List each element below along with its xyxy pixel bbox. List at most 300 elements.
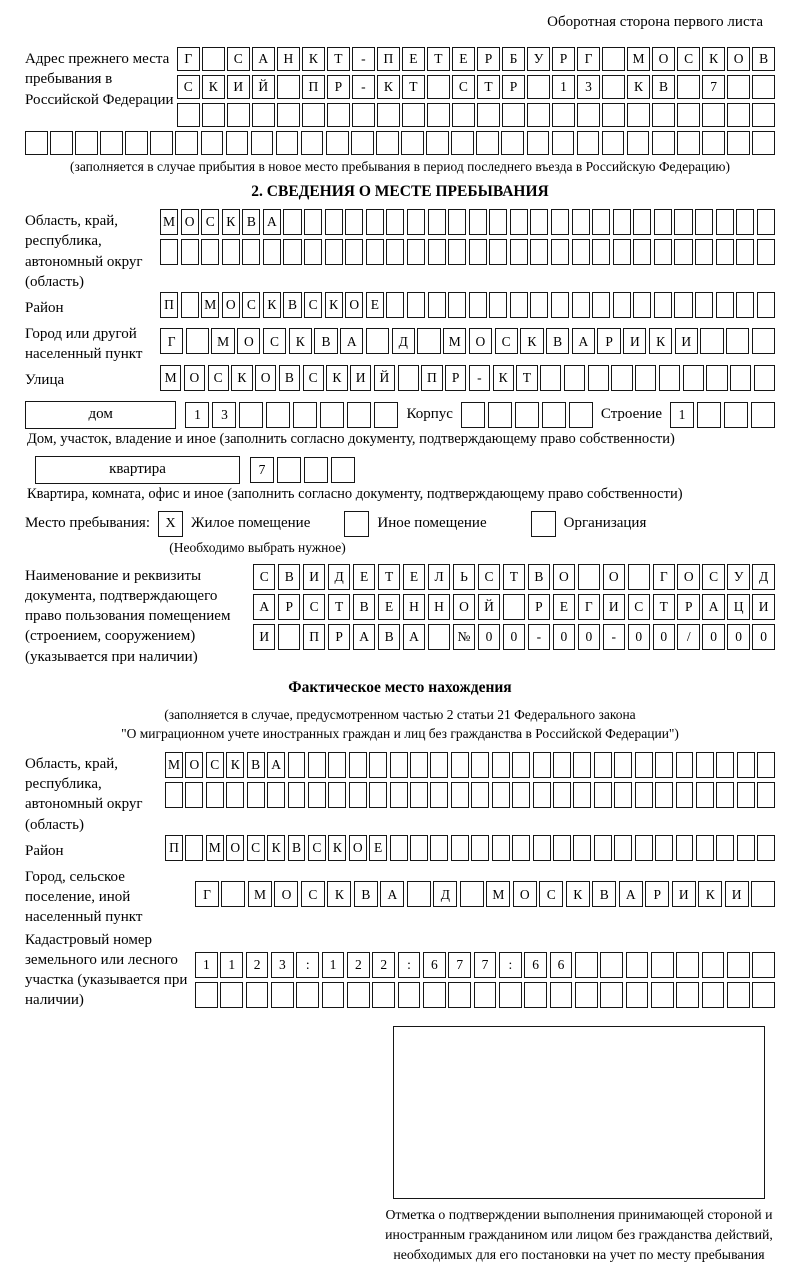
char-cell[interactable]: [366, 239, 384, 265]
char-cell[interactable]: [551, 239, 569, 265]
char-cell[interactable]: [160, 239, 178, 265]
char-cell[interactable]: 0: [478, 624, 500, 650]
char-cell[interactable]: [751, 402, 775, 428]
char-cell[interactable]: [185, 782, 203, 808]
char-cell[interactable]: С: [206, 752, 224, 778]
house-type-box[interactable]: дом: [25, 401, 176, 429]
char-cell[interactable]: [165, 782, 183, 808]
char-cell[interactable]: Д: [752, 564, 774, 590]
char-cell[interactable]: [451, 835, 469, 861]
char-cell[interactable]: С: [208, 365, 229, 391]
char-cell[interactable]: [737, 752, 755, 778]
char-cell[interactable]: [572, 209, 590, 235]
char-cell[interactable]: О: [349, 835, 367, 861]
char-cell[interactable]: [398, 365, 419, 391]
char-cell[interactable]: [602, 75, 625, 99]
char-cell[interactable]: А: [619, 881, 643, 907]
char-cell[interactable]: [674, 292, 692, 318]
char-cell[interactable]: [374, 402, 398, 428]
char-cell[interactable]: [550, 982, 573, 1008]
char-cell[interactable]: 1: [185, 402, 209, 428]
char-cell[interactable]: [752, 952, 775, 978]
char-cell[interactable]: [552, 103, 575, 127]
char-cell[interactable]: Т: [327, 47, 350, 71]
char-cell[interactable]: Р: [327, 75, 350, 99]
char-cell[interactable]: [410, 752, 428, 778]
char-cell[interactable]: [512, 782, 530, 808]
char-cell[interactable]: [402, 103, 425, 127]
char-cell[interactable]: [347, 982, 370, 1008]
char-cell[interactable]: [533, 752, 551, 778]
char-cell[interactable]: [628, 564, 650, 590]
char-cell[interactable]: [25, 131, 48, 155]
char-cell[interactable]: 0: [702, 624, 724, 650]
char-cell[interactable]: [757, 209, 775, 235]
char-cell[interactable]: К: [327, 881, 351, 907]
char-cell[interactable]: В: [288, 835, 306, 861]
char-cell[interactable]: М: [443, 328, 466, 354]
char-cell[interactable]: [175, 131, 198, 155]
char-cell[interactable]: [277, 75, 300, 99]
char-cell[interactable]: [695, 292, 713, 318]
stay-type-checkbox-inoe[interactable]: [344, 511, 369, 537]
char-cell[interactable]: [489, 292, 507, 318]
char-cell[interactable]: К: [226, 752, 244, 778]
char-cell[interactable]: А: [263, 209, 281, 235]
char-cell[interactable]: [352, 103, 375, 127]
char-cell[interactable]: [633, 239, 651, 265]
char-cell[interactable]: С: [247, 835, 265, 861]
char-cell[interactable]: О: [553, 564, 575, 590]
char-cell[interactable]: /: [677, 624, 699, 650]
char-cell[interactable]: -: [603, 624, 625, 650]
char-cell[interactable]: [611, 365, 632, 391]
char-cell[interactable]: [277, 103, 300, 127]
char-cell[interactable]: [676, 752, 694, 778]
char-cell[interactable]: Т: [402, 75, 425, 99]
char-cell[interactable]: Е: [452, 47, 475, 71]
char-cell[interactable]: [697, 402, 721, 428]
char-cell[interactable]: [564, 365, 585, 391]
char-cell[interactable]: [527, 75, 550, 99]
char-cell[interactable]: О: [652, 47, 675, 71]
char-cell[interactable]: [302, 103, 325, 127]
char-cell[interactable]: [430, 835, 448, 861]
char-cell[interactable]: [651, 952, 674, 978]
char-cell[interactable]: [626, 952, 649, 978]
char-cell[interactable]: 1: [322, 952, 345, 978]
char-cell[interactable]: [655, 782, 673, 808]
char-cell[interactable]: [716, 835, 734, 861]
char-cell[interactable]: [351, 131, 374, 155]
char-cell[interactable]: [575, 982, 598, 1008]
char-cell[interactable]: [271, 982, 294, 1008]
char-cell[interactable]: [283, 209, 301, 235]
char-cell[interactable]: [100, 131, 123, 155]
char-cell[interactable]: Ц: [727, 594, 749, 620]
char-cell[interactable]: С: [702, 564, 724, 590]
char-cell[interactable]: [635, 835, 653, 861]
char-cell[interactable]: [577, 131, 600, 155]
char-cell[interactable]: Н: [403, 594, 425, 620]
char-cell[interactable]: [430, 752, 448, 778]
char-cell[interactable]: П: [303, 624, 325, 650]
char-cell[interactable]: Р: [645, 881, 669, 907]
char-cell[interactable]: [674, 209, 692, 235]
char-cell[interactable]: К: [267, 835, 285, 861]
char-cell[interactable]: [695, 239, 713, 265]
char-cell[interactable]: А: [403, 624, 425, 650]
char-cell[interactable]: Р: [445, 365, 466, 391]
char-cell[interactable]: [428, 292, 446, 318]
char-cell[interactable]: Т: [653, 594, 675, 620]
char-cell[interactable]: [614, 752, 632, 778]
char-cell[interactable]: [677, 75, 700, 99]
char-cell[interactable]: Й: [374, 365, 395, 391]
char-cell[interactable]: О: [513, 881, 537, 907]
char-cell[interactable]: А: [702, 594, 724, 620]
char-cell[interactable]: К: [702, 47, 725, 71]
char-cell[interactable]: [428, 209, 446, 235]
char-cell[interactable]: [469, 292, 487, 318]
char-cell[interactable]: [428, 624, 450, 650]
char-cell[interactable]: [304, 457, 328, 483]
char-cell[interactable]: В: [278, 564, 300, 590]
char-cell[interactable]: О: [453, 594, 475, 620]
char-cell[interactable]: [471, 782, 489, 808]
char-cell[interactable]: [633, 292, 651, 318]
char-cell[interactable]: [322, 982, 345, 1008]
char-cell[interactable]: [588, 365, 609, 391]
char-cell[interactable]: [552, 131, 575, 155]
char-cell[interactable]: [651, 982, 674, 1008]
char-cell[interactable]: Р: [552, 47, 575, 71]
char-cell[interactable]: 1: [670, 402, 694, 428]
char-cell[interactable]: К: [325, 292, 343, 318]
char-cell[interactable]: С: [304, 292, 322, 318]
char-cell[interactable]: [594, 752, 612, 778]
char-cell[interactable]: -: [352, 47, 375, 71]
char-cell[interactable]: К: [627, 75, 650, 99]
char-cell[interactable]: 2: [246, 952, 269, 978]
char-cell[interactable]: Г: [577, 47, 600, 71]
char-cell[interactable]: [602, 47, 625, 71]
char-cell[interactable]: [677, 131, 700, 155]
char-cell[interactable]: [499, 982, 522, 1008]
char-cell[interactable]: Р: [328, 624, 350, 650]
char-cell[interactable]: С: [242, 292, 260, 318]
char-cell[interactable]: [345, 209, 363, 235]
char-cell[interactable]: [716, 752, 734, 778]
char-cell[interactable]: 7: [250, 457, 274, 483]
char-cell[interactable]: Т: [477, 75, 500, 99]
char-cell[interactable]: [613, 209, 631, 235]
char-cell[interactable]: [751, 881, 775, 907]
char-cell[interactable]: У: [727, 564, 749, 590]
char-cell[interactable]: [752, 103, 775, 127]
char-cell[interactable]: П: [302, 75, 325, 99]
char-cell[interactable]: [635, 752, 653, 778]
stay-type-checkbox-zhiloe[interactable]: X: [158, 511, 183, 537]
char-cell[interactable]: [633, 209, 651, 235]
char-cell[interactable]: [376, 131, 399, 155]
char-cell[interactable]: [492, 835, 510, 861]
char-cell[interactable]: Н: [428, 594, 450, 620]
char-cell[interactable]: В: [528, 564, 550, 590]
char-cell[interactable]: -: [469, 365, 490, 391]
char-cell[interactable]: [727, 75, 750, 99]
char-cell[interactable]: У: [527, 47, 550, 71]
char-cell[interactable]: В: [378, 624, 400, 650]
char-cell[interactable]: А: [267, 752, 285, 778]
char-cell[interactable]: М: [160, 209, 178, 235]
char-cell[interactable]: В: [353, 594, 375, 620]
char-cell[interactable]: [469, 239, 487, 265]
char-cell[interactable]: [460, 881, 484, 907]
char-cell[interactable]: П: [165, 835, 183, 861]
char-cell[interactable]: В: [354, 881, 378, 907]
char-cell[interactable]: [349, 782, 367, 808]
char-cell[interactable]: [676, 982, 699, 1008]
char-cell[interactable]: А: [380, 881, 404, 907]
char-cell[interactable]: В: [283, 292, 301, 318]
char-cell[interactable]: [530, 292, 548, 318]
char-cell[interactable]: [737, 835, 755, 861]
char-cell[interactable]: [600, 952, 623, 978]
char-cell[interactable]: И: [675, 328, 698, 354]
char-cell[interactable]: К: [493, 365, 514, 391]
char-cell[interactable]: [540, 365, 561, 391]
char-cell[interactable]: [328, 752, 346, 778]
char-cell[interactable]: К: [377, 75, 400, 99]
char-cell[interactable]: [327, 103, 350, 127]
char-cell[interactable]: 7: [702, 75, 725, 99]
char-cell[interactable]: Т: [516, 365, 537, 391]
char-cell[interactable]: [267, 782, 285, 808]
char-cell[interactable]: 0: [503, 624, 525, 650]
char-cell[interactable]: 1: [220, 952, 243, 978]
char-cell[interactable]: [553, 835, 571, 861]
char-cell[interactable]: М: [201, 292, 219, 318]
char-cell[interactable]: [696, 752, 714, 778]
char-cell[interactable]: [301, 131, 324, 155]
char-cell[interactable]: [578, 564, 600, 590]
char-cell[interactable]: [724, 402, 748, 428]
char-cell[interactable]: [390, 752, 408, 778]
char-cell[interactable]: Т: [427, 47, 450, 71]
char-cell[interactable]: Е: [369, 835, 387, 861]
char-cell[interactable]: С: [201, 209, 219, 235]
char-cell[interactable]: 6: [423, 952, 446, 978]
char-cell[interactable]: [702, 131, 725, 155]
char-cell[interactable]: [276, 131, 299, 155]
char-cell[interactable]: Р: [677, 594, 699, 620]
char-cell[interactable]: [533, 835, 551, 861]
char-cell[interactable]: [266, 402, 290, 428]
char-cell[interactable]: [533, 782, 551, 808]
char-cell[interactable]: -: [528, 624, 550, 650]
char-cell[interactable]: Е: [553, 594, 575, 620]
char-cell[interactable]: Р: [597, 328, 620, 354]
char-cell[interactable]: [752, 131, 775, 155]
char-cell[interactable]: 0: [628, 624, 650, 650]
char-cell[interactable]: [221, 881, 245, 907]
char-cell[interactable]: [407, 292, 425, 318]
char-cell[interactable]: [716, 209, 734, 235]
char-cell[interactable]: [727, 103, 750, 127]
char-cell[interactable]: [635, 782, 653, 808]
char-cell[interactable]: №: [453, 624, 475, 650]
char-cell[interactable]: О: [274, 881, 298, 907]
char-cell[interactable]: [308, 752, 326, 778]
char-cell[interactable]: Л: [428, 564, 450, 590]
char-cell[interactable]: [177, 103, 200, 127]
char-cell[interactable]: М: [248, 881, 272, 907]
char-cell[interactable]: [501, 131, 524, 155]
char-cell[interactable]: В: [279, 365, 300, 391]
char-cell[interactable]: [553, 752, 571, 778]
char-cell[interactable]: [573, 752, 591, 778]
char-cell[interactable]: [677, 103, 700, 127]
char-cell[interactable]: Т: [503, 564, 525, 590]
char-cell[interactable]: [428, 239, 446, 265]
char-cell[interactable]: Е: [403, 564, 425, 590]
stay-type-checkbox-org[interactable]: [531, 511, 556, 537]
char-cell[interactable]: [492, 752, 510, 778]
char-cell[interactable]: [736, 292, 754, 318]
char-cell[interactable]: [730, 365, 751, 391]
char-cell[interactable]: К: [520, 328, 543, 354]
char-cell[interactable]: [635, 365, 656, 391]
char-cell[interactable]: [181, 292, 199, 318]
char-cell[interactable]: Г: [177, 47, 200, 71]
char-cell[interactable]: А: [252, 47, 275, 71]
char-cell[interactable]: [757, 782, 775, 808]
char-cell[interactable]: [752, 328, 775, 354]
char-cell[interactable]: :: [296, 952, 319, 978]
char-cell[interactable]: В: [546, 328, 569, 354]
char-cell[interactable]: С: [263, 328, 286, 354]
char-cell[interactable]: С: [495, 328, 518, 354]
char-cell[interactable]: И: [253, 624, 275, 650]
char-cell[interactable]: [676, 782, 694, 808]
char-cell[interactable]: В: [592, 881, 616, 907]
char-cell[interactable]: А: [353, 624, 375, 650]
char-cell[interactable]: Р: [477, 47, 500, 71]
char-cell[interactable]: О: [603, 564, 625, 590]
char-cell[interactable]: [727, 952, 750, 978]
char-cell[interactable]: [727, 131, 750, 155]
char-cell[interactable]: [448, 239, 466, 265]
char-cell[interactable]: [288, 782, 306, 808]
char-cell[interactable]: В: [752, 47, 775, 71]
char-cell[interactable]: [427, 103, 450, 127]
char-cell[interactable]: [594, 835, 612, 861]
char-cell[interactable]: [613, 292, 631, 318]
char-cell[interactable]: [727, 982, 750, 1008]
char-cell[interactable]: [277, 457, 301, 483]
char-cell[interactable]: 3: [212, 402, 236, 428]
char-cell[interactable]: [716, 239, 734, 265]
char-cell[interactable]: В: [314, 328, 337, 354]
char-cell[interactable]: [202, 47, 225, 71]
char-cell[interactable]: [328, 782, 346, 808]
char-cell[interactable]: [407, 239, 425, 265]
char-cell[interactable]: М: [206, 835, 224, 861]
char-cell[interactable]: Г: [160, 328, 183, 354]
char-cell[interactable]: [220, 982, 243, 1008]
char-cell[interactable]: [372, 982, 395, 1008]
char-cell[interactable]: С: [253, 564, 275, 590]
char-cell[interactable]: Д: [392, 328, 415, 354]
char-cell[interactable]: С: [628, 594, 650, 620]
char-cell[interactable]: [503, 594, 525, 620]
char-cell[interactable]: [283, 239, 301, 265]
char-cell[interactable]: [331, 457, 355, 483]
char-cell[interactable]: П: [160, 292, 178, 318]
char-cell[interactable]: О: [185, 752, 203, 778]
char-cell[interactable]: И: [303, 564, 325, 590]
char-cell[interactable]: [527, 103, 550, 127]
char-cell[interactable]: И: [623, 328, 646, 354]
char-cell[interactable]: [510, 292, 528, 318]
char-cell[interactable]: [239, 402, 263, 428]
char-cell[interactable]: [451, 782, 469, 808]
char-cell[interactable]: Т: [328, 594, 350, 620]
char-cell[interactable]: И: [603, 594, 625, 620]
char-cell[interactable]: [655, 752, 673, 778]
char-cell[interactable]: [530, 209, 548, 235]
char-cell[interactable]: [202, 103, 225, 127]
char-cell[interactable]: Г: [653, 564, 675, 590]
char-cell[interactable]: [426, 131, 449, 155]
char-cell[interactable]: [702, 103, 725, 127]
char-cell[interactable]: [423, 982, 446, 1008]
char-cell[interactable]: [469, 209, 487, 235]
char-cell[interactable]: 6: [524, 952, 547, 978]
char-cell[interactable]: [654, 209, 672, 235]
char-cell[interactable]: [757, 752, 775, 778]
char-cell[interactable]: [75, 131, 98, 155]
char-cell[interactable]: И: [725, 881, 749, 907]
char-cell[interactable]: 6: [550, 952, 573, 978]
char-cell[interactable]: Р: [278, 594, 300, 620]
char-cell[interactable]: Б: [502, 47, 525, 71]
char-cell[interactable]: С: [452, 75, 475, 99]
char-cell[interactable]: К: [649, 328, 672, 354]
char-cell[interactable]: [226, 782, 244, 808]
char-cell[interactable]: [716, 782, 734, 808]
char-cell[interactable]: 0: [752, 624, 774, 650]
char-cell[interactable]: 3: [577, 75, 600, 99]
char-cell[interactable]: 1: [195, 952, 218, 978]
char-cell[interactable]: С: [478, 564, 500, 590]
char-cell[interactable]: [524, 982, 547, 1008]
char-cell[interactable]: 0: [653, 624, 675, 650]
char-cell[interactable]: 7: [474, 952, 497, 978]
char-cell[interactable]: [757, 835, 775, 861]
char-cell[interactable]: [726, 328, 749, 354]
char-cell[interactable]: И: [672, 881, 696, 907]
char-cell[interactable]: [417, 328, 440, 354]
char-cell[interactable]: Е: [378, 594, 400, 620]
char-cell[interactable]: Н: [277, 47, 300, 71]
char-cell[interactable]: [349, 752, 367, 778]
char-cell[interactable]: [592, 292, 610, 318]
char-cell[interactable]: [575, 952, 598, 978]
char-cell[interactable]: [448, 982, 471, 1008]
char-cell[interactable]: [654, 239, 672, 265]
